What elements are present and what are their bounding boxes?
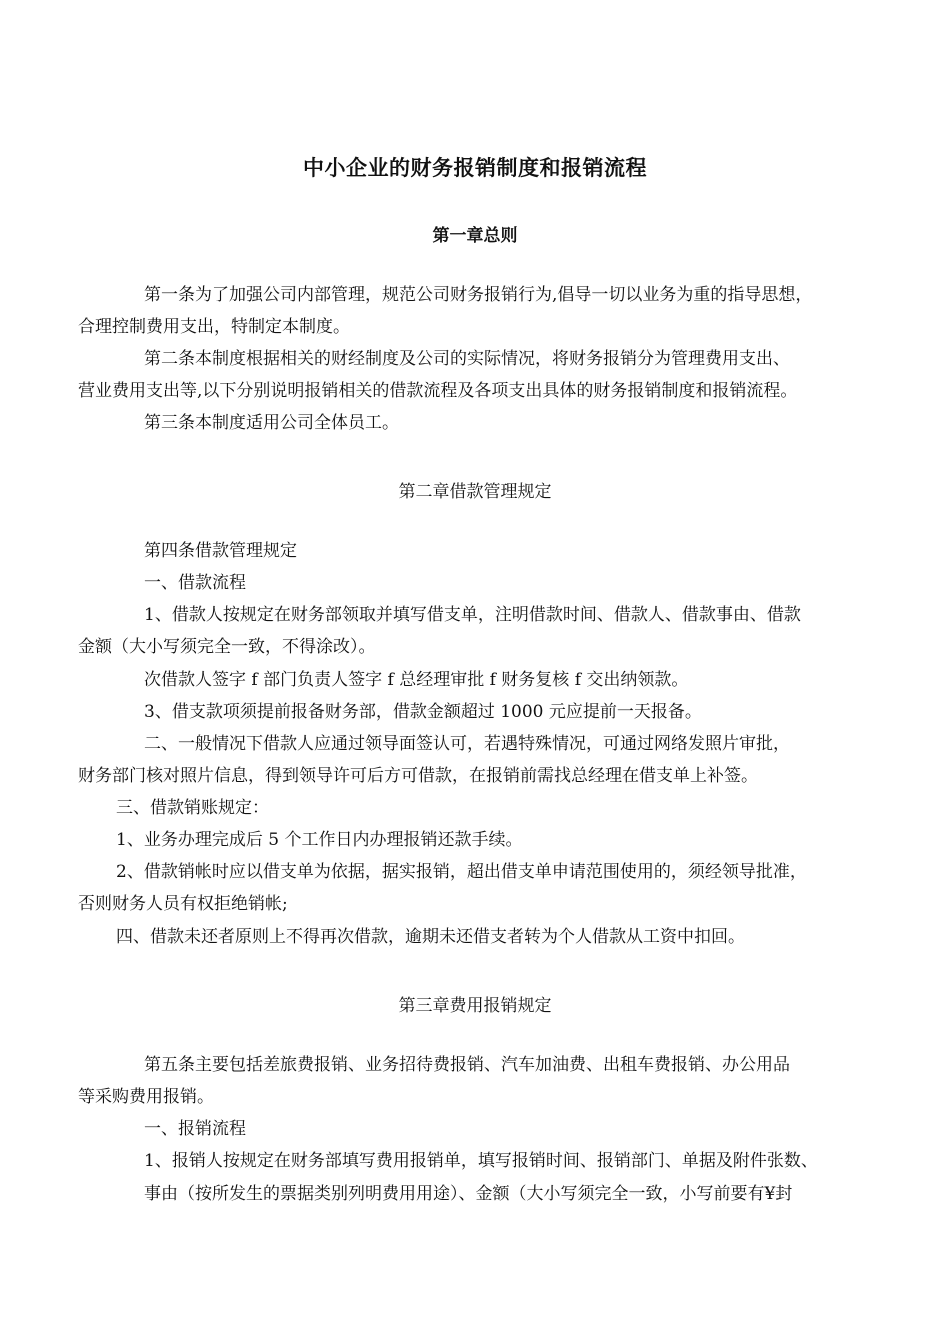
loan-rule-2-line-1: 二、一般情况下借款人应通过领导面签认可，若遇特殊情况，可通过网络发照片审批， bbox=[144, 734, 790, 754]
settlement-item-1: 1、业务办理完成后 5 个工作日内办理报销还款手续。 bbox=[116, 830, 523, 850]
article-5-line-2: 等采购费用报销。 bbox=[78, 1087, 214, 1107]
article-3-line: 第三条本制度适用公司全体员工。 bbox=[144, 413, 399, 433]
loan-step-1-line-1: 1、借款人按规定在财务部领取并填写借支单，注明借款时间、借款人、借款事由、借款 bbox=[144, 605, 801, 625]
loan-step-3: 3、借支款项须提前报备财务部，借款金额超过 1000 元应提前一天报备。 bbox=[144, 702, 702, 722]
article-1-line-1: 第一条为了加强公司内部管理，规范公司财务报销行为,倡导一切以业务为重的指导思想， bbox=[144, 285, 813, 305]
article-2-line-1: 第二条本制度根据相关的财经制度及公司的实际情况，将财务报销分为管理费用支出、 bbox=[144, 349, 790, 369]
article-2-line-2: 营业费用支出等,以下分别说明报销相关的借款流程及各项支出具体的财务报销制度和报销流程。 bbox=[78, 381, 798, 401]
chapter-1-heading: 第一章总则 bbox=[432, 226, 518, 246]
loan-settlement-heading: 三、借款销账规定： bbox=[116, 798, 269, 818]
loan-rule-4: 四、借款未还者原则上不得再次借款，逾期未还借支者转为个人借款从工资中扣回。 bbox=[116, 927, 745, 947]
loan-step-1-line-2: 金额（大小写须完全一致，不得涂改）。 bbox=[78, 637, 376, 657]
loan-rule-2-line-2: 财务部门核对照片信息，得到领导许可后方可借款，在报销前需找总经理在借支单上补签。 bbox=[78, 766, 758, 786]
chapter-2-heading: 第二章借款管理规定 bbox=[398, 482, 552, 502]
document-title: 中小企业的财务报销制度和报销流程 bbox=[303, 156, 647, 180]
settlement-item-2-line-1: 2、借款销帐时应以借支单为依据，据实报销，超出借支单申请范围使用的，须经领导批准， bbox=[116, 862, 807, 882]
reimbursement-step-1-line-1: 1、报销人按规定在财务部填写费用报销单，填写报销时间、报销部门、单据及附件张数、 bbox=[144, 1151, 818, 1171]
reimbursement-step-1-line-2: 事由（按所发生的票据类别列明费用用途）、金额（大小写须完全一致，小写前要有¥封 bbox=[144, 1184, 793, 1204]
settlement-item-2-line-2: 否则财务人员有权拒绝销帐; bbox=[78, 894, 288, 914]
reimbursement-process-heading: 一、报销流程 bbox=[144, 1119, 246, 1139]
article-1-line-2: 合理控制费用支出，特制定本制度。 bbox=[78, 317, 350, 337]
loan-approval-chain: 次借款人签字 f 部门负责人签字 f 总经理审批 f 财务复核 f 交出纳领款。 bbox=[144, 670, 689, 690]
chapter-3-heading: 第三章费用报销规定 bbox=[398, 996, 552, 1016]
article-5-line-1: 第五条主要包括差旅费报销、业务招待费报销、汽车加油费、出租车费报销、办公用品 bbox=[144, 1055, 790, 1075]
article-4-heading: 第四条借款管理规定 bbox=[144, 541, 297, 561]
loan-process-heading: 一、借款流程 bbox=[144, 573, 246, 593]
